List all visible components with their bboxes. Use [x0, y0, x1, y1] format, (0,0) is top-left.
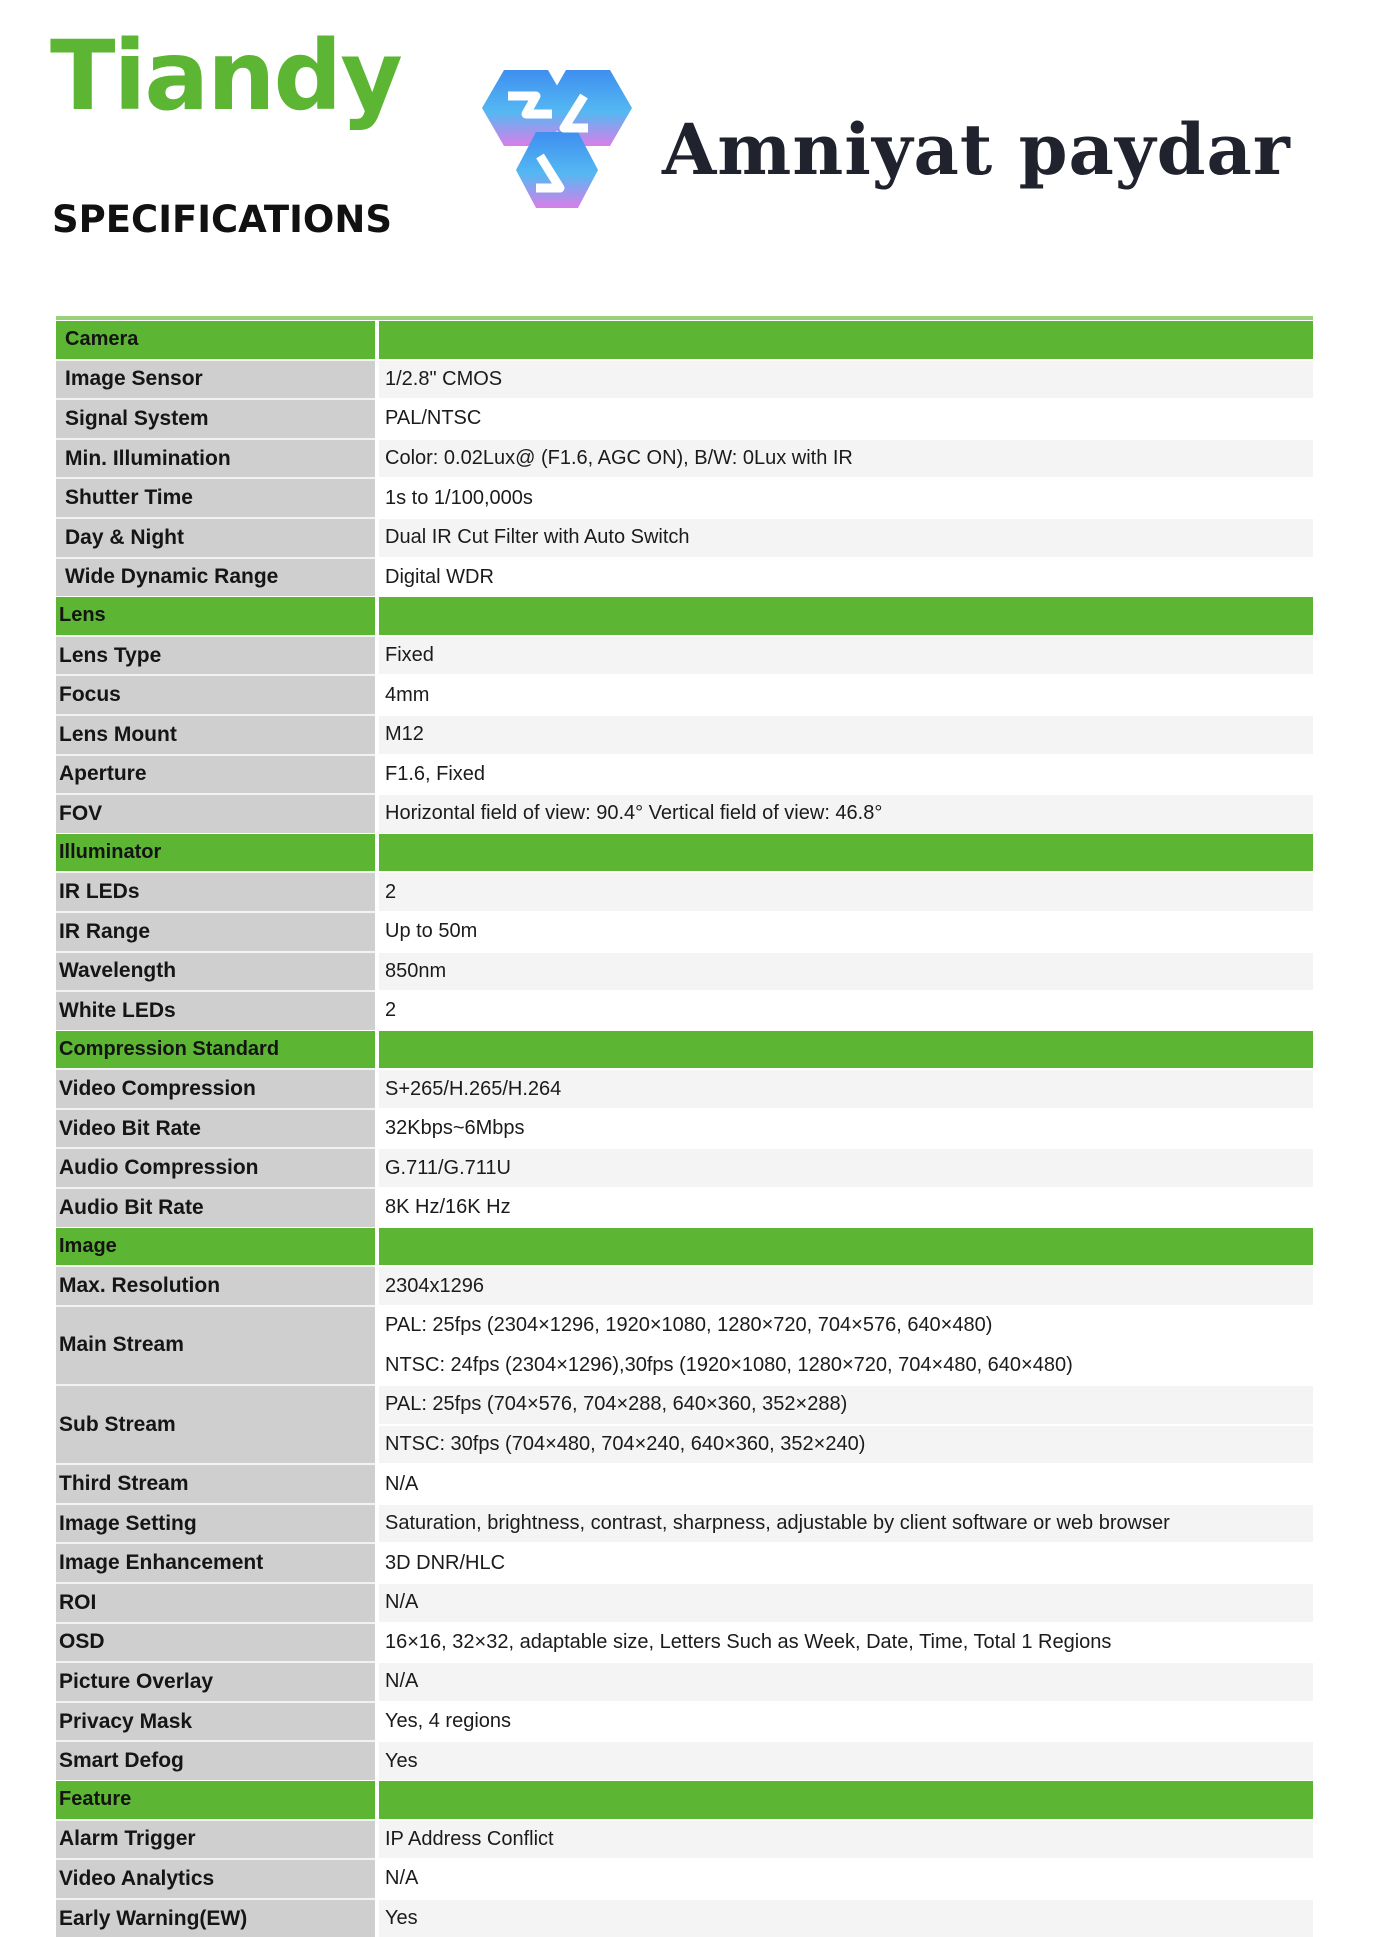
table-row: [56, 793, 1313, 833]
table-row: [56, 990, 1313, 1030]
spec-label: Third Stream: [56, 1463, 375, 1503]
spec-label: White LEDs: [56, 990, 375, 1030]
table-row: [56, 754, 1313, 794]
table-row: [56, 911, 1313, 951]
spec-label: IR LEDs: [56, 871, 375, 911]
spec-label: Max. Resolution: [56, 1265, 375, 1305]
spec-label: Day & Night: [56, 517, 375, 557]
spec-value: PAL: 25fps (2304×1296, 1920×1080, 1280×720, 704×576, 640×480): [375, 1305, 1313, 1345]
table-row: [56, 1898, 1313, 1937]
spec-label: Aperture: [56, 754, 375, 794]
spec-label: Alarm Trigger: [56, 1819, 375, 1859]
section-header-row: [56, 833, 1313, 872]
spec-value: 4mm: [375, 674, 1313, 714]
spec-value: Up to 50m: [375, 911, 1313, 951]
spec-label: Privacy Mask: [56, 1701, 375, 1741]
section-title: Illuminator: [56, 833, 375, 872]
table-row: [56, 1187, 1313, 1227]
spec-value: S+265/H.265/H.264: [375, 1068, 1313, 1108]
table-row: [56, 1661, 1313, 1701]
section-title: Lens: [56, 596, 375, 635]
spec-label: Wavelength: [56, 951, 375, 991]
page-title: SPECIFICATIONS: [52, 198, 392, 241]
spec-value: Color: 0.02Lux@ (F1.6, AGC ON), B/W: 0Lux with IR: [375, 438, 1313, 478]
spec-label: Audio Bit Rate: [56, 1187, 375, 1227]
table-row: [56, 635, 1313, 675]
table-row: [56, 477, 1313, 517]
spec-label: Image Sensor: [56, 359, 375, 399]
spec-label: Picture Overlay: [56, 1661, 375, 1701]
table-row: [56, 1108, 1313, 1148]
spec-value: Horizontal field of view: 90.4° Vertical field of view: 46.8°: [375, 793, 1313, 833]
section-header-row: [56, 1227, 1313, 1266]
spec-value: Yes: [375, 1898, 1313, 1937]
spec-label: Main Stream: [56, 1305, 375, 1384]
section-header-fill: [375, 596, 1313, 635]
table-row: [56, 359, 1313, 399]
table-row: [56, 1503, 1313, 1543]
spec-label: Sub Stream: [56, 1384, 375, 1463]
spec-value: G.711/G.711U: [375, 1147, 1313, 1187]
spec-value: PAL: 25fps (704×576, 704×288, 640×360, 352×288): [375, 1384, 1313, 1424]
table-row: [56, 1305, 1313, 1345]
spec-label: FOV: [56, 793, 375, 833]
spec-label: Image Setting: [56, 1503, 375, 1543]
section-header-fill: [375, 1780, 1313, 1819]
spec-value: Digital WDR: [375, 557, 1313, 597]
table-row: [56, 517, 1313, 557]
spec-value: Dual IR Cut Filter with Auto Switch: [375, 517, 1313, 557]
tiandy-brand-logo: Tiandy: [50, 20, 401, 132]
table-row: [56, 1858, 1313, 1898]
table-row: [56, 438, 1313, 478]
spec-value: 850nm: [375, 951, 1313, 991]
spec-label: Smart Defog: [56, 1740, 375, 1780]
spec-value: N/A: [375, 1463, 1313, 1503]
spec-value: F1.6, Fixed: [375, 754, 1313, 794]
table-row: [56, 674, 1313, 714]
section-header-fill: [375, 320, 1313, 359]
section-header-fill: [375, 1030, 1313, 1069]
spec-label: Signal System: [56, 398, 375, 438]
section-title: Camera: [56, 320, 375, 359]
table-row: [56, 1542, 1313, 1582]
spec-label: Shutter Time: [56, 477, 375, 517]
spec-value: N/A: [375, 1582, 1313, 1622]
spec-value: Yes, 4 regions: [375, 1701, 1313, 1741]
section-header-fill: [375, 1227, 1313, 1266]
section-header-fill: [375, 833, 1313, 872]
spec-value: N/A: [375, 1661, 1313, 1701]
table-row: [56, 1701, 1313, 1741]
spec-label: Early Warning(EW): [56, 1898, 375, 1937]
spec-value: N/A: [375, 1858, 1313, 1898]
spec-label: Audio Compression: [56, 1147, 375, 1187]
table-row: [56, 1147, 1313, 1187]
spec-value: 2304x1296: [375, 1265, 1313, 1305]
section-header-row: [56, 320, 1313, 359]
table-row: [56, 1068, 1313, 1108]
spec-label: OSD: [56, 1622, 375, 1662]
spec-value: NTSC: 30fps (704×480, 704×240, 640×360, 352×240): [375, 1424, 1313, 1464]
table-row: [56, 1622, 1313, 1662]
spec-label: Focus: [56, 674, 375, 714]
hexagon-knot-logo-icon: [448, 66, 644, 238]
spec-label: Video Compression: [56, 1068, 375, 1108]
table-row: [56, 1740, 1313, 1780]
spec-value: NTSC: 24fps (2304×1296),30fps (1920×1080, 1280×720, 704×480, 640×480): [375, 1344, 1313, 1384]
spec-value: 16×16, 32×32, adaptable size, Letters Such as Week, Date, Time, Total 1 Regions: [375, 1622, 1313, 1662]
spec-label: Min. Illumination: [56, 438, 375, 478]
spec-value: 8K Hz/16K Hz: [375, 1187, 1313, 1227]
spec-value: 2: [375, 990, 1313, 1030]
table-row: [56, 951, 1313, 991]
spec-value: PAL/NTSC: [375, 398, 1313, 438]
spec-value: 1s to 1/100,000s: [375, 477, 1313, 517]
table-row: [56, 871, 1313, 911]
spec-value: Yes: [375, 1740, 1313, 1780]
spec-value: M12: [375, 714, 1313, 754]
section-header-row: [56, 1780, 1313, 1819]
spec-label: ROI: [56, 1582, 375, 1622]
table-row: [56, 398, 1313, 438]
spec-label: Video Analytics: [56, 1858, 375, 1898]
spec-value: IP Address Conflict: [375, 1819, 1313, 1859]
spec-label: Image Enhancement: [56, 1542, 375, 1582]
table-row: [56, 557, 1313, 597]
spec-label: Lens Type: [56, 635, 375, 675]
spec-value: 32Kbps~6Mbps: [375, 1108, 1313, 1148]
section-header-row: [56, 596, 1313, 635]
section-header-row: [56, 1030, 1313, 1069]
table-row: [56, 1582, 1313, 1622]
section-title: Feature: [56, 1780, 375, 1819]
section-title: Compression Standard: [56, 1030, 375, 1069]
spec-label: Video Bit Rate: [56, 1108, 375, 1148]
table-row: [56, 1384, 1313, 1424]
spec-value: Fixed: [375, 635, 1313, 675]
specifications-table: [56, 316, 1313, 1937]
spec-value: Saturation, brightness, contrast, sharpness, adjustable by client software or web browser: [375, 1503, 1313, 1543]
spec-value: 1/2.8" CMOS: [375, 359, 1313, 399]
partner-logo-text: Amniyat paydar: [662, 108, 1291, 191]
spec-label: Wide Dynamic Range: [56, 557, 375, 597]
spec-label: Lens Mount: [56, 714, 375, 754]
table-row: [56, 714, 1313, 754]
table-row: [56, 1265, 1313, 1305]
spec-value: 2: [375, 871, 1313, 911]
table-row: [56, 1463, 1313, 1503]
table-row: [56, 1819, 1313, 1859]
section-title: Image: [56, 1227, 375, 1266]
spec-value: 3D DNR/HLC: [375, 1542, 1313, 1582]
spec-label: IR Range: [56, 911, 375, 951]
